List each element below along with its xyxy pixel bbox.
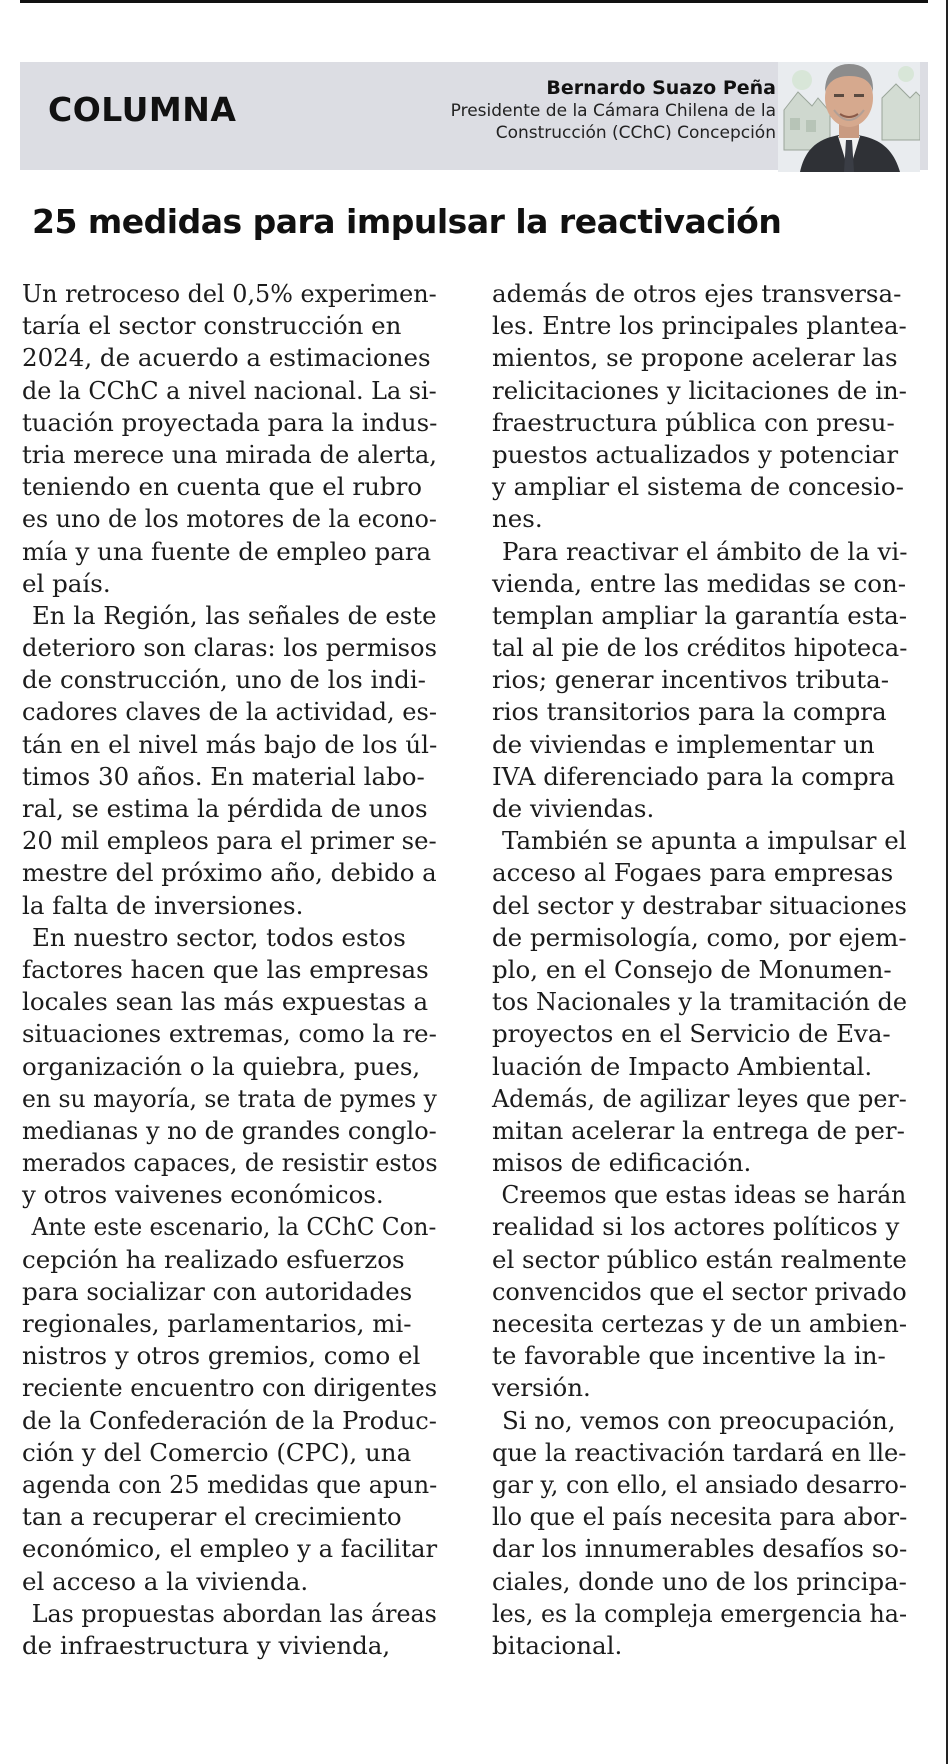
article-line: luación de Impacto Ambiental. bbox=[492, 1051, 873, 1081]
article-line: locales sean las más expuestas a bbox=[22, 987, 429, 1017]
article-line: para socializar con autoridades bbox=[22, 1276, 413, 1306]
article-line: IVA diferenciado para la compra bbox=[492, 761, 895, 791]
article-line: 2024, de acuerdo a estimaciones bbox=[22, 343, 431, 373]
article-line: proyectos en el Servicio de Eva- bbox=[492, 1019, 891, 1049]
column-header bbox=[20, 62, 928, 170]
article-line: También se apunta a impulsar el bbox=[502, 826, 907, 856]
article-line: medianas y no de grandes conglo- bbox=[22, 1115, 437, 1145]
article-line: necesita certezas y de un ambien- bbox=[492, 1309, 907, 1338]
section-label: COLUMNA bbox=[48, 90, 237, 129]
article-line: cepción ha realizado esfuerzos bbox=[22, 1244, 405, 1274]
article-line: regionales, parlamentarios, mi- bbox=[22, 1309, 412, 1338]
article-line: acceso al Fogaes para empresas bbox=[492, 858, 894, 888]
article-line: de la CChC a nivel nacional. La si- bbox=[22, 375, 437, 405]
article-line: del sector y destrabar situaciones bbox=[492, 890, 907, 920]
article-line: merados capaces, de resistir estos bbox=[22, 1148, 438, 1178]
author-byline bbox=[451, 76, 776, 144]
article-line: timos 30 años. En material labo- bbox=[22, 761, 425, 791]
article-line: es uno de los motores de la econo- bbox=[22, 504, 437, 534]
article-line: Ante este escenario, la CChC Con- bbox=[31, 1212, 437, 1242]
article-line: tan a recuperar el crecimiento bbox=[22, 1502, 402, 1532]
article-line: fraestructura pública con presu- bbox=[492, 407, 895, 437]
article-line: misos de edificación. bbox=[492, 1148, 752, 1178]
article-line: factores hacen que las empresas bbox=[22, 954, 429, 984]
article-line: deterioro son claras: los permisos bbox=[22, 633, 437, 663]
article-line: En la Región, las señales de este bbox=[31, 600, 437, 630]
article-line: gar y, con ello, el ansiado desarro- bbox=[492, 1469, 907, 1499]
article-line: el sector público están realmente bbox=[492, 1244, 907, 1274]
article-line: relicitaciones y licitaciones de in- bbox=[492, 375, 907, 405]
article-line: de construcción, uno de los indi- bbox=[22, 665, 426, 695]
article-line: rios transitorios para la compra bbox=[492, 697, 887, 727]
article-line: de permisología, como, por ejem- bbox=[492, 922, 907, 952]
article-line: Creemos que estas ideas se harán bbox=[501, 1180, 907, 1210]
article-line: Si no, vemos con preocupación, bbox=[502, 1405, 896, 1435]
article-column-left bbox=[22, 278, 437, 1662]
article-line: Para reactivar el ámbito de la vi- bbox=[501, 536, 908, 566]
article-line: Además, de agilizar leyes que per- bbox=[492, 1083, 907, 1113]
article-line: tuación proyectada para la indus- bbox=[22, 407, 438, 437]
article-line: de viviendas. bbox=[492, 794, 655, 823]
article-line: y ampliar el sistema de concesio- bbox=[492, 472, 904, 502]
article-line: En nuestro sector, todos estos bbox=[32, 922, 406, 952]
article-line: tos Nacionales y la tramitación de bbox=[492, 987, 908, 1017]
article-line: convencidos que el sector privado bbox=[492, 1276, 907, 1306]
article-column-right bbox=[492, 278, 907, 1662]
article-line: Las propuestas abordan las áreas bbox=[31, 1598, 437, 1628]
article-line: Un retroceso del 0,5% experimen- bbox=[22, 279, 437, 308]
article-line: tria merece una mirada de alerta, bbox=[22, 439, 437, 469]
article-line: tán en el nivel más bajo de los úl- bbox=[22, 729, 438, 759]
article-line: de la Confederación de la Produc- bbox=[22, 1405, 437, 1435]
article-line: en su mayoría, se trata de pymes y bbox=[22, 1083, 437, 1113]
article-line: dar los innumerables desafíos so- bbox=[492, 1534, 908, 1564]
article-line: situaciones extremas, como la re- bbox=[22, 1019, 437, 1049]
article-line: mía y una fuente de empleo para bbox=[22, 536, 432, 566]
article-line: les, es la compleja emergencia ha- bbox=[492, 1598, 907, 1628]
headline: 25 medidas para impulsar la reactivación bbox=[32, 202, 782, 241]
article-line: 20 mil empleos para el primer se- bbox=[22, 826, 437, 856]
article-line: versión. bbox=[492, 1373, 591, 1403]
article-line: taría el sector construcción en bbox=[22, 311, 402, 341]
article-line: nes. bbox=[492, 504, 543, 534]
article-line: bitacional. bbox=[492, 1630, 623, 1660]
article-line: rios; generar incentivos tributa- bbox=[492, 665, 890, 695]
article-line: mestre del próximo año, debido a bbox=[22, 858, 437, 888]
article-line: tal al pie de los créditos hipoteca- bbox=[492, 633, 908, 663]
article-line: la falta de inversiones. bbox=[22, 890, 304, 920]
author-portrait-image bbox=[778, 40, 920, 172]
article-line: económico, el empleo y a facilitar bbox=[22, 1534, 438, 1564]
article-line: te favorable que incentive la in- bbox=[492, 1341, 886, 1371]
article-line: realidad si los actores políticos y bbox=[492, 1212, 900, 1242]
article-line: que la reactivación tardará en lle- bbox=[492, 1437, 907, 1467]
article-line: de viviendas e implementar un bbox=[492, 729, 875, 759]
author-photo bbox=[778, 40, 920, 172]
article-line: teniendo en cuenta que el rubro bbox=[22, 472, 423, 502]
article-line: mitan acelerar la entrega de per- bbox=[492, 1115, 905, 1145]
article-line: mientos, se propone acelerar las bbox=[492, 343, 898, 373]
article-line: ral, se estima la pérdida de unos bbox=[22, 794, 428, 823]
article-line: agenda con 25 medidas que apun- bbox=[22, 1469, 438, 1499]
article-line: les. Entre los principales plantea- bbox=[492, 311, 907, 341]
author-role-line-2: Construcción (CChC) Concepción bbox=[495, 123, 776, 143]
article-line: ción y del Comercio (CPC), una bbox=[22, 1437, 412, 1467]
top-rule bbox=[20, 0, 928, 3]
article-line: cadores claves de la actividad, es- bbox=[22, 697, 437, 727]
article-line: llo que el país necesita para abor- bbox=[492, 1502, 908, 1532]
article-line: ciales, donde uno de los principa- bbox=[492, 1566, 907, 1596]
article-line: nistros y otros gremios, como el bbox=[22, 1341, 421, 1371]
article-line: plo, en el Consejo de Monumen- bbox=[492, 954, 892, 984]
author-name: Bernardo Suazo Peña bbox=[546, 77, 776, 99]
article-line: templan ampliar la garantía esta- bbox=[492, 600, 908, 630]
article-line: de infraestructura y vivienda, bbox=[22, 1630, 391, 1660]
article-line: el acceso a la vivienda. bbox=[22, 1566, 309, 1596]
article-line: el país. bbox=[22, 568, 111, 598]
article-line: reciente encuentro con dirigentes bbox=[22, 1373, 438, 1403]
article-line: además de otros ejes transversa- bbox=[492, 279, 902, 308]
article-line: puestos actualizados y potenciar bbox=[492, 439, 899, 469]
article-line: organización o la quiebra, pues, bbox=[22, 1051, 421, 1081]
article-line: y otros vaivenes económicos. bbox=[22, 1180, 384, 1210]
author-role-line-1: Presidente de la Cámara Chilena de la bbox=[450, 101, 776, 121]
article-line: vienda, entre las medidas se con- bbox=[492, 568, 907, 598]
